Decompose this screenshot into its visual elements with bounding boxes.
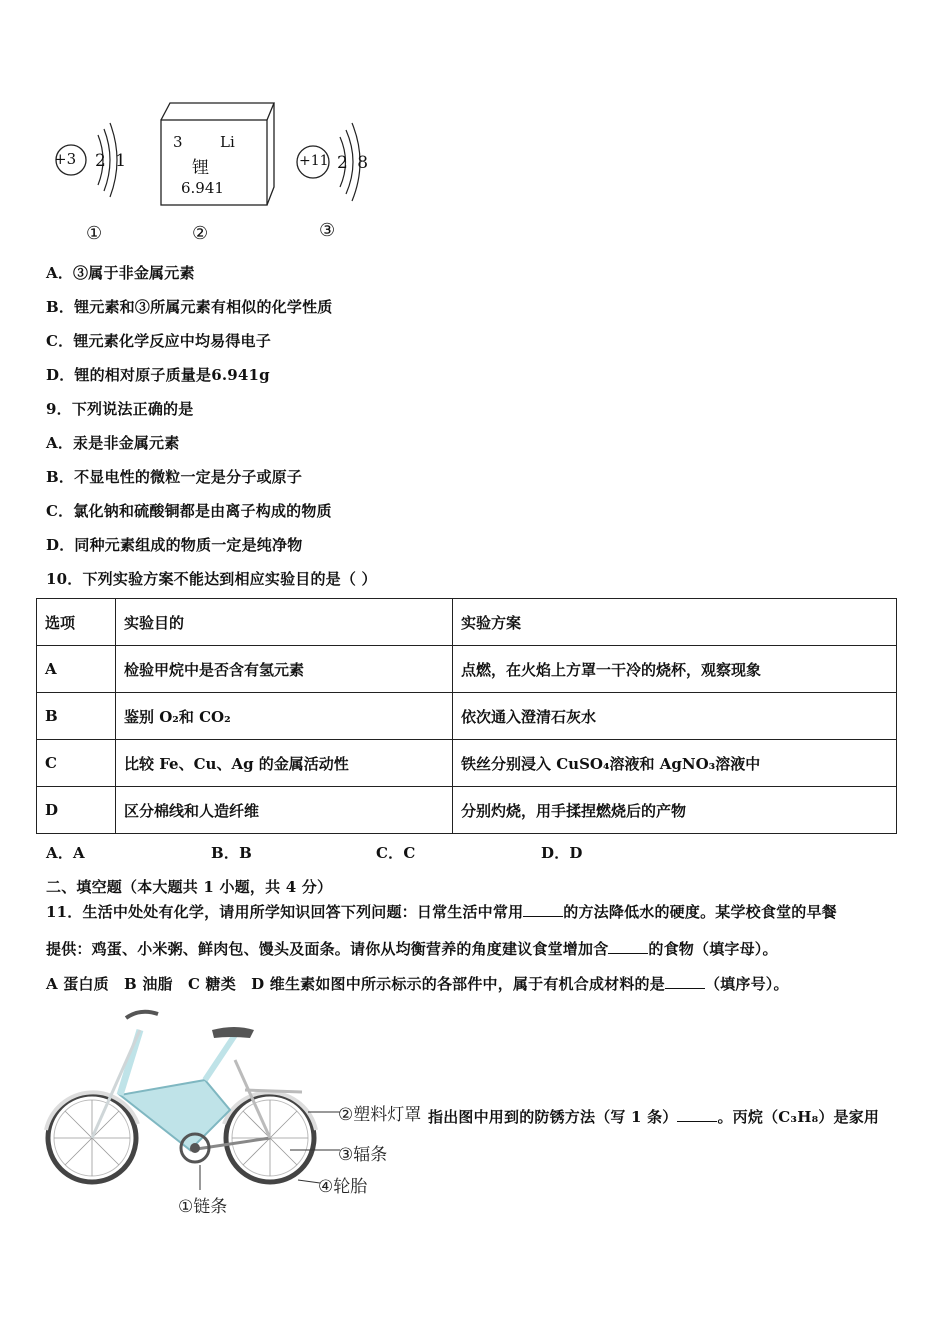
table-cell: D	[37, 787, 116, 834]
q9-stem: 9．下列说法正确的是	[46, 400, 194, 418]
atom1-shells: 2 1	[95, 151, 129, 171]
bike-label-lamp: ②塑料灯罩	[338, 1105, 422, 1125]
answer-blank[interactable]	[608, 941, 648, 954]
table-cell: 分别灼烧，用手揉捏燃烧后的产物	[453, 787, 897, 834]
answer-blank[interactable]	[665, 976, 705, 989]
element-name: 锂	[192, 158, 209, 178]
q9-option-c: C．氯化钠和硫酸铜都是由离子构成的物质	[46, 502, 332, 520]
table-cell: C	[37, 740, 116, 787]
atom1-label: ①	[86, 223, 103, 244]
q10-option-a: A．A	[46, 844, 85, 862]
q8-option-c: C．锂元素化学反应中均易得电子	[46, 332, 271, 350]
bike-label-chain: ①链条	[178, 1197, 228, 1217]
q10-option-b: B．B	[211, 844, 252, 862]
table-cell: 比较 Fe、Cu、Ag 的金属活动性	[116, 740, 453, 787]
table-row	[37, 693, 897, 740]
q11-text: 的方法降低水的硬度。某学校食堂的早餐	[563, 903, 837, 921]
table-cell: A	[37, 646, 116, 693]
atom3-label: ③	[319, 220, 336, 241]
table-cell: 点燃，在火焰上方罩一干冷的烧杯，观察现象	[453, 646, 897, 693]
q10-option-c: C．C	[376, 844, 416, 862]
table-row	[37, 646, 897, 693]
table-cell: B	[37, 693, 116, 740]
q8-option-a: A．③属于非金属元素	[46, 264, 195, 282]
q8-option-b: B．锂元素和③所属元素有相似的化学性质	[46, 298, 333, 316]
q10-options	[46, 842, 583, 863]
table-header-cell: 实验目的	[116, 599, 453, 646]
table-cell: 区分棉线和人造纤维	[116, 787, 453, 834]
element-mass: 6.941	[181, 179, 224, 197]
answer-blank[interactable]	[677, 1109, 717, 1122]
q11-text: 。丙烷（C₃H₈）是家用	[717, 1108, 880, 1126]
answer-blank[interactable]	[523, 904, 563, 917]
bike-label-tire: ④轮胎	[318, 1177, 368, 1197]
table-header-cell: 实验方案	[453, 599, 897, 646]
q11-text: 指出图中用到的防锈方法（写 1 条）	[428, 1108, 678, 1126]
q9-option-d: D．同种元素组成的物质一定是纯净物	[46, 536, 303, 554]
q9-option-a: A．汞是非金属元素	[46, 434, 180, 452]
q11-line-4	[428, 1106, 879, 1127]
experiment-table	[36, 598, 897, 834]
table-header-row	[37, 599, 897, 646]
atom3-nucleus: +11	[299, 153, 329, 169]
element-number: 3	[173, 133, 183, 151]
table-row	[37, 787, 897, 834]
q10-stem: 10．下列实验方案不能达到相应实验目的是（ ）	[46, 570, 377, 588]
q11-line-2	[46, 938, 778, 959]
section-heading: 二、填空题（本大题共 1 小题，共 4 分）	[46, 878, 333, 896]
q10-option-d: D．D	[541, 844, 583, 862]
table-cell: 检验甲烷中是否含有氢元素	[116, 646, 453, 693]
q11-text: 的食物（填字母）。	[648, 940, 778, 958]
q9-option-b: B．不显电性的微粒一定是分子或原子	[46, 468, 303, 486]
table-header-cell: 选项	[37, 599, 116, 646]
atom1-nucleus: +3	[54, 150, 77, 168]
table-row	[37, 740, 897, 787]
q11-text: 11．生活中处处有化学，请用所学知识回答下列问题：日常生活中常用	[46, 903, 524, 921]
q11-text: 提供：鸡蛋、小米粥、鲜肉包、馒头及面条。请你从均衡营养的角度建议食堂增加含	[46, 940, 609, 958]
element-label: ②	[192, 223, 209, 244]
table-cell: 依次通入澄清石灰水	[453, 693, 897, 740]
bike-label-spoke: ③辐条	[338, 1145, 388, 1165]
q11-text: A 蛋白质 B 油脂 C 糖类 D 维生素如图中所示标示的各部件中，属于有机合成材料的是	[46, 975, 665, 993]
atom-structure-figure	[40, 95, 380, 255]
element-symbol: Li	[220, 133, 235, 151]
q8-option-d: D．锂的相对原子质量是6.941g	[46, 366, 270, 384]
atom3-shells: 2 8	[337, 153, 371, 173]
table-cell: 鉴别 O₂和 CO₂	[116, 693, 453, 740]
q11-line-3	[46, 973, 789, 994]
q11-text: （填序号）。	[704, 975, 789, 993]
table-cell: 铁丝分别浸入 CuSO₄溶液和 AgNO₃溶液中	[453, 740, 897, 787]
bicycle-figure	[40, 1000, 440, 1220]
q11-line-1	[46, 901, 837, 922]
